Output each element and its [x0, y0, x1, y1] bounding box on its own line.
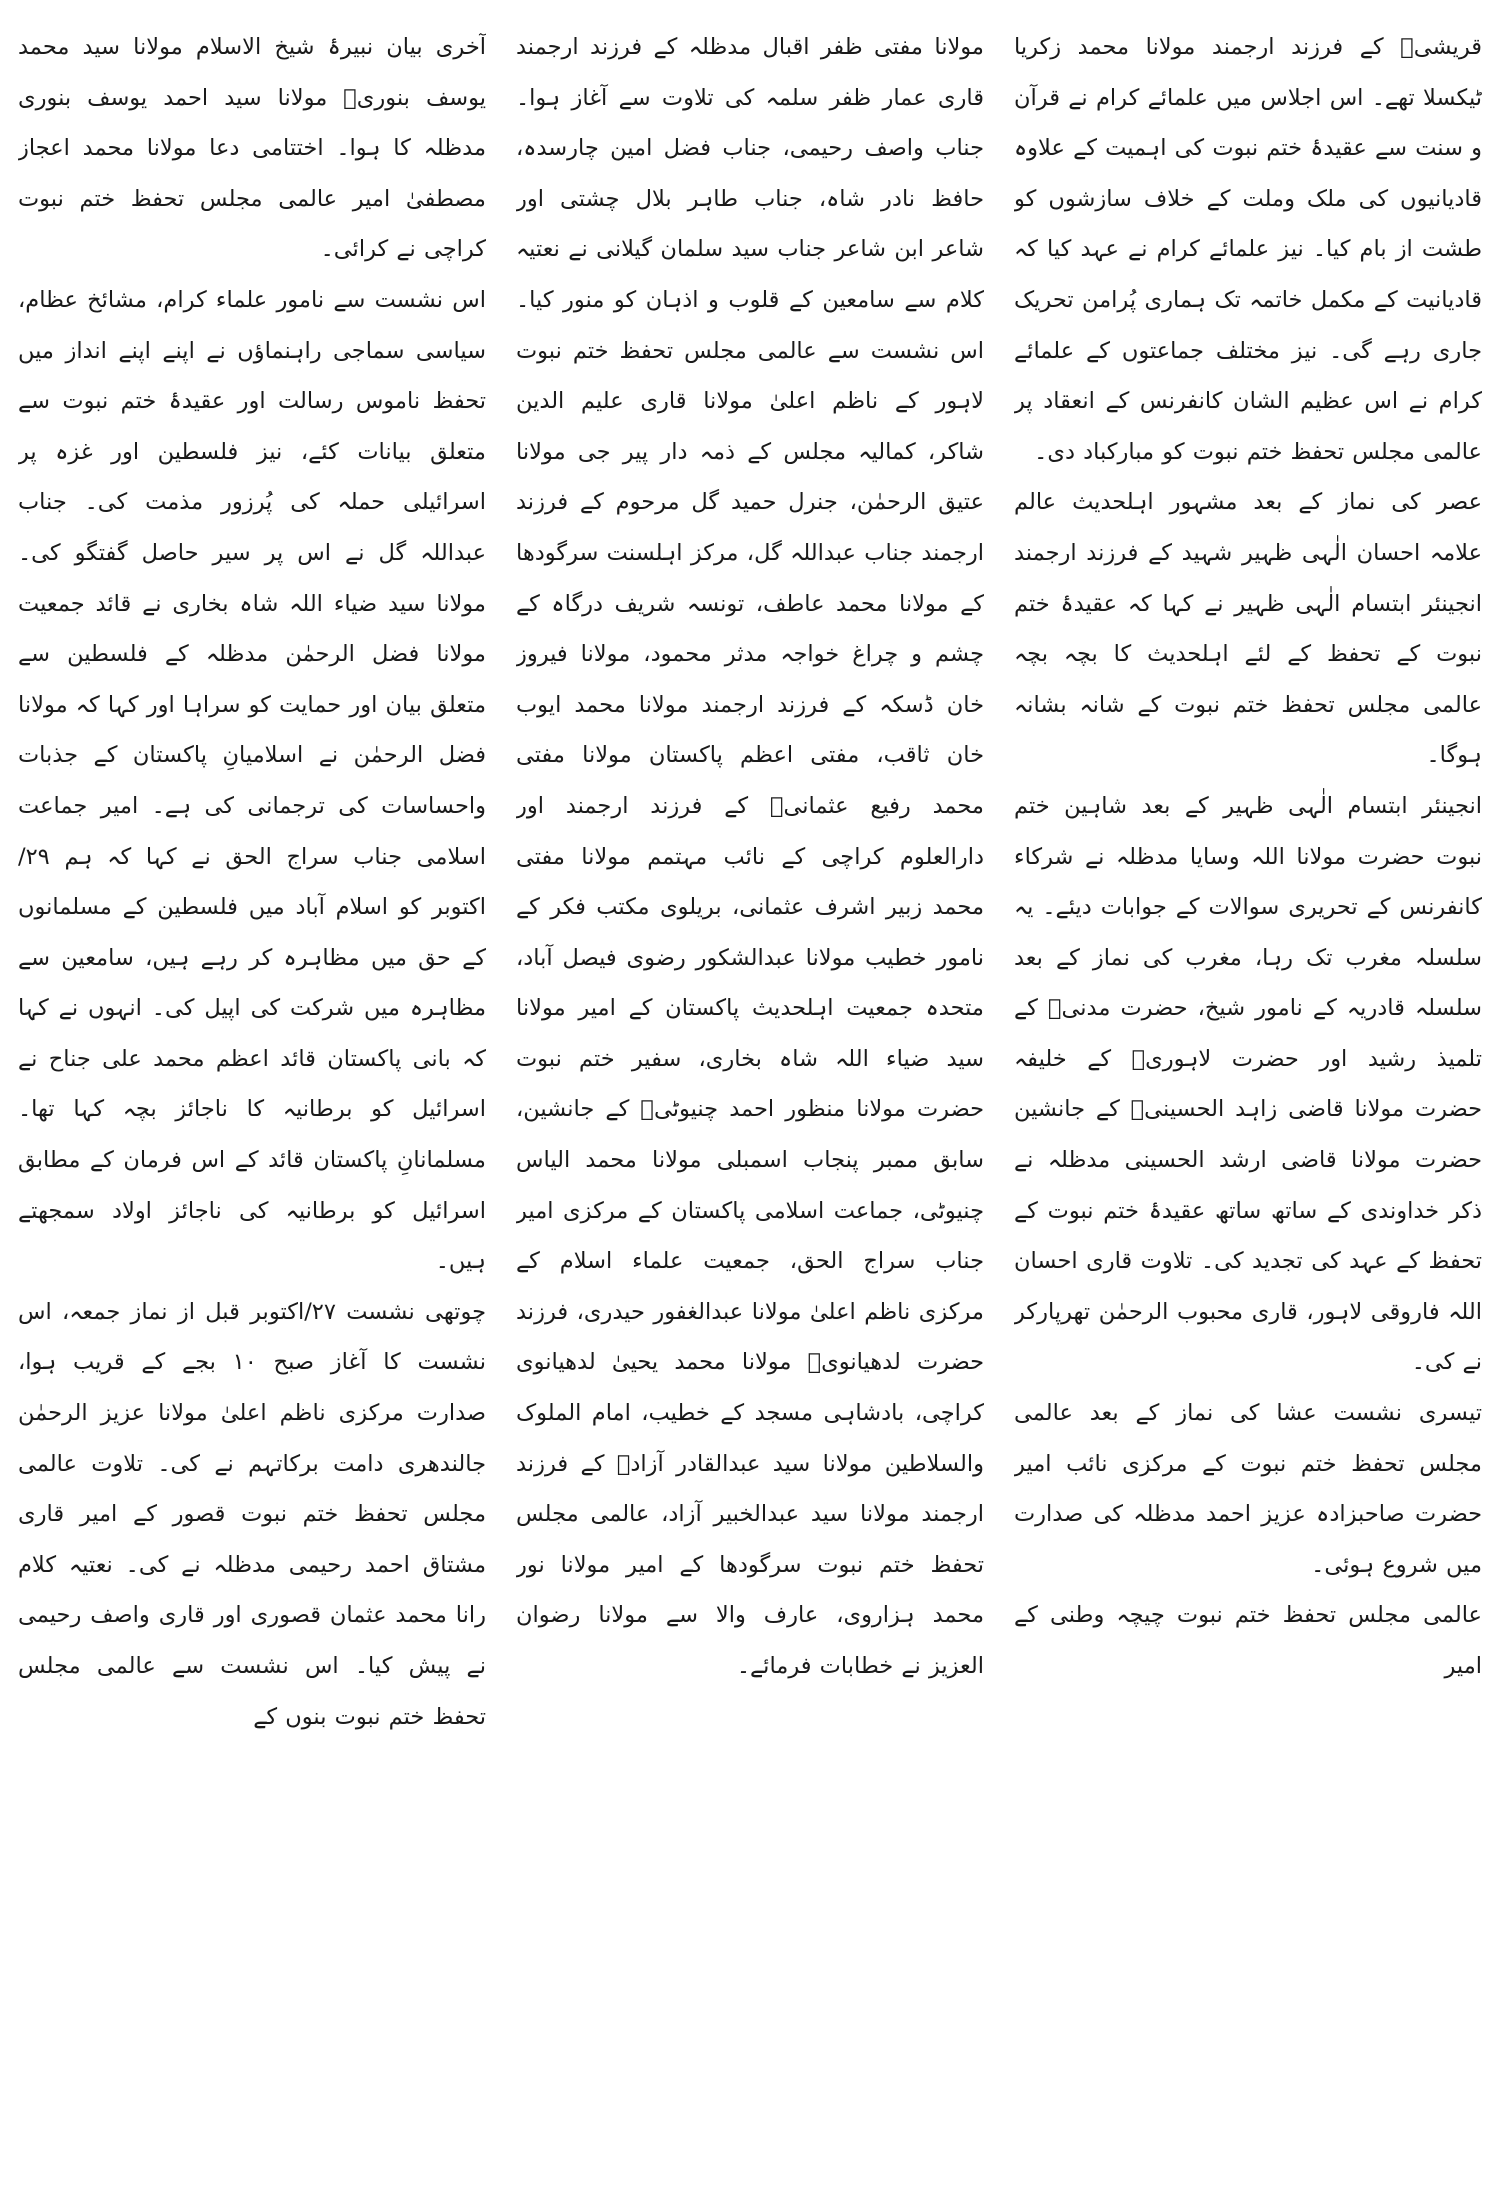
paragraph: انجینئر ابتسام الٰہی ظہیر کے بعد شاہین ختم نبوت حضرت مولانا اللہ وسایا مدظلہ نے شرکاء کانفرنس کے تحریری سوالات کے جوابات دیئے۔ یہ سلسلہ مغرب تک رہا، مغرب کی نماز کے بعد سلسلہ قادریہ کے نامور شیخ، حضرت مدنیؒ کے تلمیذ رشید اور حضرت لاہوریؒ کے خلیفہ حضرت مولانا قاضی زاہد الحسینیؒ کے جانشین حضرت مولانا قاضی ارشد الحسینی مدظلہ نے ذکر خداوندی کے ساتھ ساتھ عقیدۂ ختم نبوت کے تحفظ کے عہد کی تجدید کی۔ تلاوت قاری احسان اللہ فاروقی لاہور، قاری محبوب الرحمٰن تھرپارکر نے کی۔: [1014, 792, 1482, 1376]
paragraph: آخری بیان نبیرۂ شیخ الاسلام مولانا سید محمد یوسف بنوریؒ مولانا سید احمد یوسف بنوری مدظلہ کا ہوا۔ اختتامی دعا مولانا محمد اعجاز مصطفیٰ امیر عالمی مجلس تحفظ ختم نبوت کراچی نے کرائی۔: [18, 34, 486, 263]
paragraph: عصر کی نماز کے بعد مشہور اہلحدیث عالم علامہ احسان الٰہی ظہیر شہید کے فرزند ارجمند انجینئر ابتسام الٰہی ظہیر نے کہا کہ عقیدۂ ختم نبوت کے تحفظ کے لئے اہلحدیث کا بچہ بچہ عالمی مجلس تحفظ ختم نبوت کے شانہ بشانہ ہوگا۔: [1014, 489, 1482, 769]
paragraph: عالمی مجلس تحفظ ختم نبوت چیچہ وطنی کے امیر: [1014, 1602, 1482, 1679]
paragraph: اس نشست سے نامور علماء کرام، مشائخ عظام، سیاسی سماجی راہنماؤں نے اپنے اپنے انداز میں تحفظ ناموس رسالت اور عقیدۂ ختم نبوت سے متعلق بیانات کئے، نیز فلسطین اور غزہ پر اسرائیلی حملہ کی پُرزور مذمت کی۔ جناب عبداللہ گل نے اس پر سیر حاصل گفتگو کی۔ مولانا سید ضیاء اللہ شاہ بخاری نے قائد جمعیت مولانا فضل الرحمٰن مدظلہ کے فلسطین سے متعلق بیان اور حمایت کو سراہا اور کہا کہ مولانا فضل الرحمٰن نے اسلامیانِ پاکستان کے جذبات واحساسات کی ترجمانی کی ہے۔ امیر جماعت اسلامی جناب سراج الحق نے کہا کہ ہم ۲۹/اکتوبر کو اسلام آباد میں فلسطین کے مسلمانوں کے حق میں مظاہرہ کر رہے ہیں، سامعین سے مظاہرہ میں شرکت کی اپیل کی۔ انہوں نے کہا کہ بانی پاکستان قائد اعظم محمد علی جناح نے اسرائیل کو برطانیہ کا ناجائز بچہ کہا تھا۔ مسلمانانِ پاکستان قائد کے اس فرمان کے مطابق اسرائیل کو برطانیہ کی ناجائز اولاد سمجھتے ہیں۔: [18, 286, 486, 1275]
paragraph: قریشیؒ کے فرزند ارجمند مولانا محمد زکریا ٹیکسلا تھے۔ اس اجلاس میں علمائے کرام نے قرآن و سنت سے عقیدۂ ختم نبوت کی اہمیت کے علاوہ قادیانیوں کی ملک وملت کے خلاف سازشوں کو طشت از بام کیا۔ نیز علمائے کرام نے عہد کیا کہ قادیانیت کے مکمل خاتمہ تک ہماری پُرامن تحریک جاری رہے گی۔ نیز مختلف جماعتوں کے علمائے کرام نے اس عظیم الشان کانفرنس کے انعقاد پر عالمی مجلس تحفظ ختم نبوت کو مبارکباد دی۔: [1014, 34, 1482, 465]
paragraph: تیسری نشست عشا کی نماز کے بعد عالمی مجلس تحفظ ختم نبوت کے مرکزی نائب امیر حضرت صاحبزادہ عزیز احمد مدظلہ کی صدارت میں شروع ہوئی۔: [1014, 1400, 1482, 1578]
column-right: [1014, 22, 1482, 2182]
paragraph: مولانا مفتی ظفر اقبال مدظلہ کے فرزند ارجمند قاری عمار ظفر سلمہ کی تلاوت سے آغاز ہوا۔ جناب واصف رحیمی، جناب فضل امین چارسدہ، حافظ نادر شاہ، جناب طاہر بلال چشتی اور شاعر ابن شاعر جناب سید سلمان گیلانی نے نعتیہ کلام سے سامعین کے قلوب و اذہان کو منور کیا۔ اس نشست سے عالمی مجلس تحفظ ختم نبوت لاہور کے ناظم اعلیٰ مولانا قاری علیم الدین شاکر، کمالیہ مجلس کے ذمہ دار پیر جی مولانا عتیق الرحمٰن، جنرل حمید گل مرحوم کے فرزند ارجمند جناب عبداللہ گل، مرکز اہلسنت سرگودھا کے مولانا محمد عاطف، تونسہ شریف درگاہ کے چشم و چراغ خواجہ مدثر محمود، مولانا فیروز خان ڈسکہ کے فرزند ارجمند مولانا محمد ایوب خان ثاقب، مفتی اعظم پاکستان مولانا مفتی محمد رفیع عثمانیؒ کے فرزند ارجمند اور دارالعلوم کراچی کے نائب مہتمم مولانا مفتی محمد زبیر اشرف عثمانی، بریلوی مکتب فکر کے نامور خطیب مولانا عبدالشکور رضوی فیصل آباد، متحدہ جمعیت اہلحدیث پاکستان کے امیر مولانا سید ضیاء اللہ شاہ بخاری، سفیر ختم نبوت حضرت مولانا منظور احمد چنیوٹیؒ کے جانشین، سابق ممبر پنجاب اسمبلی مولانا محمد الیاس چنیوٹی، جماعت اسلامی پاکستان کے مرکزی امیر جناب سراج الحق، جمعیت علماء اسلام کے مرکزی ناظم اعلیٰ مولانا عبدالغفور حیدری، فرزند حضرت لدھیانویؒ مولانا محمد یحییٰ لدھیانوی کراچی، بادشاہی مسجد کے خطیب، امام الملوک والسلاطین مولانا سید عبدالقادر آزادؒ کے فرزند ارجمند مولانا سید عبدالخبیر آزاد، عالمی مجلس تحفظ ختم نبوت سرگودھا کے امیر مولانا نور محمد ہزاروی، عارف والا سے مولانا رضوان العزیز نے خطابات فرمائے۔: [516, 34, 984, 1679]
paragraph: چوتھی نشست ۲۷/اکتوبر قبل از نماز جمعہ، اس نشست کا آغاز صبح ۱۰ بجے کے قریب ہوا، صدارت مرکزی ناظم اعلیٰ مولانا عزیز الرحمٰن جالندھری دامت برکاتہم نے کی۔ تلاوت عالمی مجلس تحفظ ختم نبوت قصور کے امیر قاری مشتاق احمد رحیمی مدظلہ نے کی۔ نعتیہ کلام رانا محمد عثمان قصوری اور قاری واصف رحیمی نے پیش کیا۔ اس نشست سے عالمی مجلس تحفظ ختم نبوت بنوں کے: [18, 1298, 486, 1730]
column-middle: [516, 22, 984, 2182]
column-left: [18, 22, 486, 2182]
article-columns: [18, 22, 1482, 2182]
